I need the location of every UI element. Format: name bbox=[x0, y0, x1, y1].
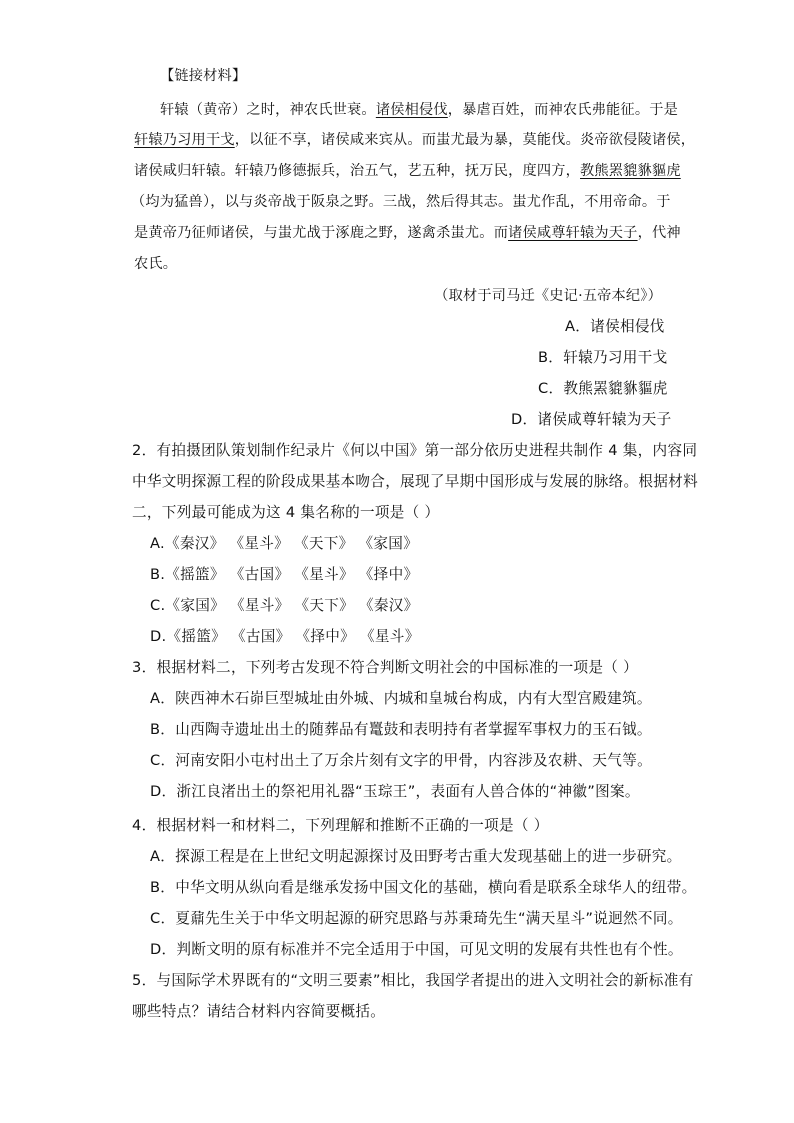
q1-option-c: C．教熊罴貔貅貙虎 bbox=[538, 380, 668, 397]
q2-stem-line-3: 二，下列最可能成为这 4 集名称的一项是（ ） bbox=[132, 504, 440, 521]
q2-option-b: B.《摇篮》 《古国》 《星斗》 《择中》 bbox=[150, 566, 419, 583]
q1-option-d: D．诸侯咸尊轩辕为天子 bbox=[511, 411, 672, 428]
q4-option-c: C．夏鼐先生关于中华文明起源的研究思路与苏秉琦先生“满天星斗”说迥然不同。 bbox=[150, 910, 683, 927]
underlined-phrase-b: 轩辕乃习用干戈 bbox=[134, 132, 235, 148]
q4-option-d: D．判断文明的原有标准并不完全适用于中国，可见文明的发展有共性也有个性。 bbox=[150, 941, 683, 958]
underlined-phrase-c: 教熊罴貔貅貙虎 bbox=[580, 163, 681, 179]
underlined-phrase-d: 诸侯咸尊轩辕为天子 bbox=[508, 225, 638, 241]
link-material-line-2: 轩辕乃习用干戈，以征不享，诸侯咸来宾从。而蚩尤最为暴，莫能伐。炎帝欲侵陵诸侯， bbox=[134, 132, 696, 148]
q4-option-b: B．中华文明从纵向看是继承发扬中国文化的基础，横向看是联系全球华人的纽带。 bbox=[150, 879, 697, 896]
q2-option-a: A.《秦汉》 《星斗》 《天下》 《家国》 bbox=[150, 535, 419, 552]
underlined-phrase-a: 诸侯相侵伐 bbox=[375, 102, 448, 118]
link-material-heading: 【链接材料】 bbox=[160, 68, 247, 84]
q3-option-d: D．浙江良渚出土的祭祀用礼器“玉琮王”，表面有人兽合体的“神徽”图案。 bbox=[150, 783, 640, 800]
q5-stem-line-1: 5．与国际学术界既有的“文明三要素”相比，我国学者提出的进入文明社会的新标准有 bbox=[132, 972, 694, 989]
q3-option-b: B．山西陶寺遗址出土的随葬品有鼍鼓和表明持有者掌握军事权力的玉石钺。 bbox=[150, 721, 652, 738]
q2-option-d: D.《摇篮》 《古国》 《择中》 《星斗》 bbox=[150, 628, 420, 645]
link-material-line-6: 农氏。 bbox=[134, 256, 178, 272]
q1-option-b: B．轩辕乃习用干戈 bbox=[538, 349, 668, 366]
q3-option-a: A．陕西神木石峁巨型城址由外城、内城和皇城台构成，内有大型宫殿建筑。 bbox=[150, 690, 652, 707]
q2-option-c: C.《家国》 《星斗》 《天下》 《秦汉》 bbox=[150, 597, 419, 614]
link-material-line-1: 轩辕（黄帝）之时，神农氏世衰。诸侯相侵伐，暴虐百姓，而神农氏弗能征。于是 bbox=[160, 102, 678, 118]
link-material-source: （取材于司马迁《史记·五帝本纪》） bbox=[434, 288, 662, 304]
q3-option-c: C．河南安阳小屯村出土了万余片刻有文字的甲骨，内容涉及农耕、天气等。 bbox=[150, 752, 652, 769]
link-material-line-5: 是黄帝乃征师诸侯，与蚩尤战于涿鹿之野，遂禽杀蚩尤。而诸侯咸尊轩辕为天子，代神 bbox=[134, 225, 681, 241]
q1-option-a: A．诸侯相侵伐 bbox=[565, 318, 665, 335]
link-material-line-4: （均为猛兽），以与炎帝战于阪泉之野。三战，然后得其志。蚩尤作乱，不用帝命。于 bbox=[131, 194, 671, 210]
q2-stem-line-1: 2．有拍摄团队策划制作纪录片《何以中国》第一部分依历史进程共制作 4 集，内容同 bbox=[132, 442, 698, 459]
q4-stem: 4．根据材料一和材料二，下列理解和推断不正确的一项是（ ） bbox=[132, 817, 549, 834]
q2-stem-line-2: 中华文明探源工程的阶段成果基本吻合，展现了早期中国形成与发展的脉络。根据材料 bbox=[132, 473, 698, 490]
q3-stem: 3．根据材料二，下列考古发现不符合判断文明社会的中国标准的一项是（ ） bbox=[132, 659, 639, 676]
q5-stem-line-2: 哪些特点？请结合材料内容简要概括。 bbox=[132, 1003, 386, 1020]
link-material-line-3: 诸侯咸归轩辕。轩辕乃修德振兵，治五气，艺五种，抚万民，度四方，教熊罴貔貅貙虎 bbox=[134, 163, 681, 179]
q4-option-a: A．探源工程是在上世纪文明起源探讨及田野考古重大发现基础上的进一步研究。 bbox=[150, 848, 682, 865]
